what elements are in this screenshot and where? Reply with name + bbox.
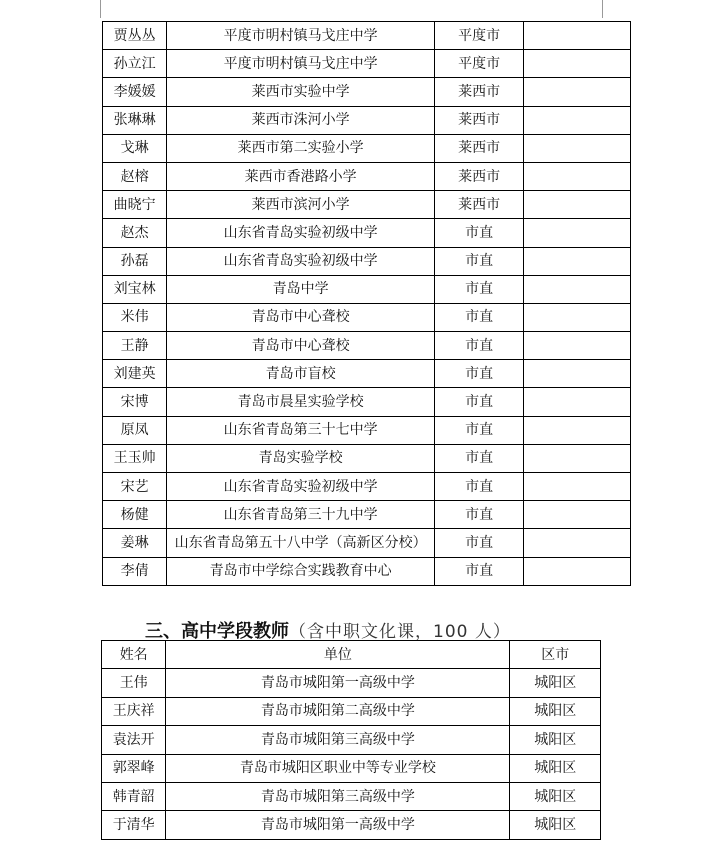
cell-unit: 莱西市香港路小学 (167, 162, 435, 190)
cell-name: 宋艺 (103, 473, 167, 501)
cell-city: 市直 (434, 219, 524, 247)
table-row (103, 275, 631, 303)
cell-unit: 莱西市第二实验小学 (167, 134, 435, 162)
cell-extra (524, 191, 631, 219)
cell-unit: 青岛市城阳第一高级中学 (166, 669, 510, 697)
cell-extra (524, 388, 631, 416)
header-city: 区市 (510, 641, 601, 669)
cell-city: 市直 (434, 303, 524, 331)
table-row (103, 303, 631, 331)
cell-name: 米伟 (103, 303, 167, 331)
cell-name: 赵杰 (103, 219, 167, 247)
cell-city: 莱西市 (434, 78, 524, 106)
table-row (103, 191, 631, 219)
cell-extra (524, 50, 631, 78)
cell-name: 曲晓宁 (103, 191, 167, 219)
cell-extra (524, 332, 631, 360)
cell-city: 市直 (434, 501, 524, 529)
cell-unit: 青岛市城阳第二高级中学 (166, 697, 510, 725)
cell-name: 张琳琳 (103, 106, 167, 134)
cell-city: 市直 (434, 473, 524, 501)
cell-name: 李倩 (103, 557, 167, 585)
cell-unit: 平度市明村镇马戈庄中学 (167, 50, 435, 78)
cell-unit: 青岛市中学综合实践教育中心 (167, 557, 435, 585)
section-three-title: 三、高中学段教师 (145, 621, 289, 642)
cell-city: 城阳区 (510, 697, 601, 725)
cell-unit: 山东省青岛第五十八中学（高新区分校） (167, 529, 435, 557)
section-three-subtitle: （含中职文化课，100 人） (289, 622, 511, 642)
cell-name: 戈琳 (103, 134, 167, 162)
cell-unit: 山东省青岛实验初级中学 (167, 219, 435, 247)
table-row (102, 811, 601, 839)
cell-city: 市直 (434, 529, 524, 557)
cell-unit: 青岛市晨星实验学校 (167, 388, 435, 416)
cell-name: 王伟 (102, 669, 166, 697)
header-name: 姓名 (102, 641, 166, 669)
cell-extra (524, 275, 631, 303)
cell-unit: 山东省青岛第三十九中学 (167, 501, 435, 529)
cell-name: 王庆祥 (102, 697, 166, 725)
table-row (102, 697, 601, 725)
table-row (103, 78, 631, 106)
cell-unit: 青岛市城阳第三高级中学 (166, 726, 510, 754)
table-row (102, 782, 601, 810)
cell-name: 刘建英 (103, 360, 167, 388)
page-corner-marks (0, 0, 709, 20)
table-row (103, 529, 631, 557)
cell-unit: 山东省青岛实验初级中学 (167, 247, 435, 275)
cell-name: 原凤 (103, 416, 167, 444)
table-row (103, 473, 631, 501)
cell-extra (524, 360, 631, 388)
cell-unit: 莱西市实验中学 (167, 78, 435, 106)
cell-extra (524, 501, 631, 529)
cell-city: 莱西市 (434, 162, 524, 190)
cell-city: 莱西市 (434, 134, 524, 162)
cell-extra (524, 557, 631, 585)
cell-city: 市直 (434, 360, 524, 388)
cell-extra (524, 134, 631, 162)
table-row (103, 50, 631, 78)
cell-extra (524, 444, 631, 472)
table-row (103, 247, 631, 275)
cell-name: 韩青韶 (102, 782, 166, 810)
middle-school-teacher-table (102, 21, 631, 586)
cell-unit: 青岛中学 (167, 275, 435, 303)
table-row (103, 557, 631, 585)
cell-city: 莱西市 (434, 106, 524, 134)
cell-name: 袁法开 (102, 726, 166, 754)
cell-city: 平度市 (434, 50, 524, 78)
cell-unit: 莱西市滨河小学 (167, 191, 435, 219)
cell-extra (524, 78, 631, 106)
cell-city: 市直 (434, 388, 524, 416)
table-row (103, 501, 631, 529)
cell-unit: 青岛市城阳区职业中等专业学校 (166, 754, 510, 782)
cell-city: 市直 (434, 332, 524, 360)
cell-name: 赵榕 (103, 162, 167, 190)
cell-extra (524, 416, 631, 444)
table-row (103, 106, 631, 134)
cell-city: 城阳区 (510, 726, 601, 754)
cell-name: 王玉帅 (103, 444, 167, 472)
cell-extra (524, 247, 631, 275)
page-margin-mark-right (602, 0, 603, 18)
cell-unit: 青岛市城阳第一高级中学 (166, 811, 510, 839)
cell-city: 市直 (434, 444, 524, 472)
cell-name: 郭翠峰 (102, 754, 166, 782)
table-row (103, 388, 631, 416)
cell-city: 平度市 (434, 22, 524, 50)
cell-name: 孙立江 (103, 50, 167, 78)
cell-extra (524, 22, 631, 50)
cell-city: 市直 (434, 247, 524, 275)
cell-city: 城阳区 (510, 754, 601, 782)
table-row (102, 754, 601, 782)
cell-city: 市直 (434, 416, 524, 444)
high-school-table-body (102, 669, 601, 839)
table-row (103, 416, 631, 444)
cell-unit: 青岛市盲校 (167, 360, 435, 388)
table-row (103, 162, 631, 190)
cell-unit: 平度市明村镇马戈庄中学 (167, 22, 435, 50)
cell-name: 刘宝林 (103, 275, 167, 303)
table-row (103, 22, 631, 50)
cell-unit: 青岛实验学校 (167, 444, 435, 472)
table-row (103, 332, 631, 360)
cell-unit: 莱西市洙河小学 (167, 106, 435, 134)
cell-unit: 青岛市中心聋校 (167, 332, 435, 360)
cell-city: 城阳区 (510, 782, 601, 810)
cell-city: 市直 (434, 557, 524, 585)
cell-city: 城阳区 (510, 811, 601, 839)
cell-extra (524, 529, 631, 557)
cell-name: 孙磊 (103, 247, 167, 275)
table-row (103, 219, 631, 247)
cell-name: 姜琳 (103, 529, 167, 557)
cell-city: 城阳区 (510, 669, 601, 697)
table-row (103, 444, 631, 472)
table-row (103, 360, 631, 388)
cell-name: 于清华 (102, 811, 166, 839)
cell-name: 杨健 (103, 501, 167, 529)
high-school-teacher-table (101, 640, 601, 840)
cell-name: 宋博 (103, 388, 167, 416)
cell-unit: 青岛市城阳第三高级中学 (166, 782, 510, 810)
header-unit: 单位 (166, 641, 510, 669)
cell-extra (524, 303, 631, 331)
table-row (103, 134, 631, 162)
cell-unit: 山东省青岛第三十七中学 (167, 416, 435, 444)
cell-name: 贾丛丛 (103, 22, 167, 50)
cell-extra (524, 162, 631, 190)
cell-extra (524, 106, 631, 134)
page-margin-mark-left (100, 0, 101, 18)
table-row (102, 669, 601, 697)
table-row (102, 726, 601, 754)
cell-unit: 山东省青岛实验初级中学 (167, 473, 435, 501)
cell-name: 王静 (103, 332, 167, 360)
cell-extra (524, 219, 631, 247)
cell-extra (524, 473, 631, 501)
cell-unit: 青岛市中心聋校 (167, 303, 435, 331)
table-header-row (102, 641, 601, 669)
middle-school-table-body (103, 22, 631, 586)
cell-city: 莱西市 (434, 191, 524, 219)
cell-name: 李媛媛 (103, 78, 167, 106)
cell-city: 市直 (434, 275, 524, 303)
